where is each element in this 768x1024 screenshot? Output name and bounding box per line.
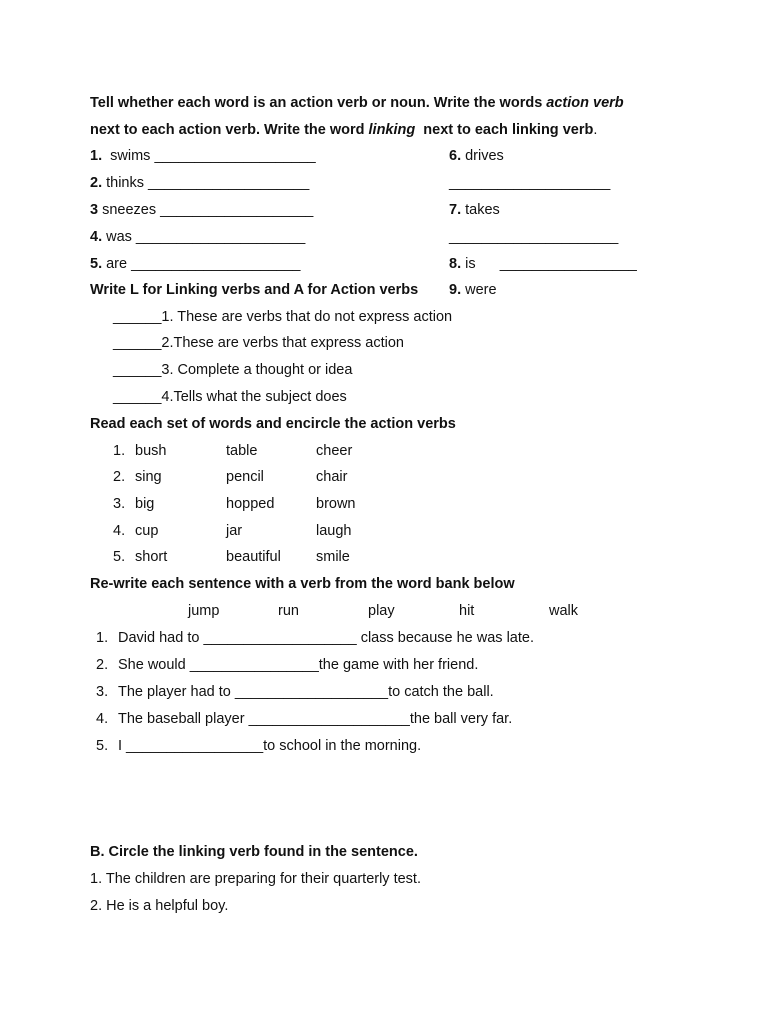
sentence-text: She would ________________the game with her friend. <box>118 657 479 673</box>
right-item-7 <box>449 201 500 219</box>
instruction-line-1 <box>90 94 624 112</box>
sentence-number: 2. <box>96 657 109 673</box>
sentence-text: David had to ___________________ class because he was late. <box>118 630 534 646</box>
instruction-emphasis: action verb <box>546 95 624 111</box>
item-number: 1. <box>90 148 103 164</box>
word: cheer <box>316 443 353 459</box>
item-number: 8. <box>449 256 462 272</box>
word-bank-item: walk <box>549 603 579 619</box>
section2-heading: Write L for Linking verbs and A for Action verbs <box>90 282 419 298</box>
section2-item: ______3. Complete a thought or idea <box>113 362 353 378</box>
sentence-item <box>96 710 512 728</box>
sectionB-item: 2. He is a helpful boy. <box>90 898 229 914</box>
sentence-item <box>96 683 494 701</box>
sectionB-item: 1. The children are preparing for their quarterly test. <box>90 871 421 887</box>
item-text: ____________________ <box>449 175 611 191</box>
item-number: 4. <box>90 229 103 245</box>
sentence-text: I _________________to school in the morning. <box>118 738 422 754</box>
right-item-7-blank <box>449 228 618 246</box>
item-number: 2. <box>90 175 103 191</box>
item-number: 6. <box>449 148 462 164</box>
item-number: 3 <box>90 202 99 218</box>
sentence-item <box>96 656 478 674</box>
word: big <box>135 496 155 512</box>
instruction-text: next to each action verb. Write the word <box>90 122 369 138</box>
word: chair <box>316 469 348 485</box>
item-text: sneezes ___________________ <box>98 202 314 218</box>
word-bank-item: jump <box>188 603 220 619</box>
item-text: were <box>461 282 497 298</box>
sentence-number: 3. <box>96 684 109 700</box>
word-bank-item: hit <box>459 603 475 619</box>
word: laugh <box>316 523 352 539</box>
right-item-9 <box>449 281 497 299</box>
word: short <box>135 549 168 565</box>
sentence-text: The player had to ___________________to catch the ball. <box>118 684 494 700</box>
right-item-6-blank <box>449 174 610 192</box>
row-number: 3. <box>113 496 126 512</box>
instruction-emphasis: linking <box>368 122 416 138</box>
word: cup <box>135 523 159 539</box>
left-item-3 <box>90 201 313 219</box>
item-text: _____________________ <box>449 229 619 245</box>
item-text: are _____________________ <box>102 256 301 272</box>
word: bush <box>135 443 167 459</box>
section4-heading: Re-write each sentence with a verb from the word bank below <box>90 576 515 592</box>
section3-heading: Read each set of words and encircle the action verbs <box>90 416 456 432</box>
left-item-4 <box>90 228 305 246</box>
row-number: 2. <box>113 469 126 485</box>
word: hopped <box>226 496 275 512</box>
word: table <box>226 443 258 459</box>
instruction-text: next to each linking verb <box>415 122 594 138</box>
word: beautiful <box>226 549 281 565</box>
sectionB-heading: B. Circle the linking verb found in the sentence. <box>90 844 418 860</box>
item-text: swims ____________________ <box>102 148 316 164</box>
sentence-number: 4. <box>96 711 109 727</box>
item-number: 7. <box>449 202 462 218</box>
item-number: 9. <box>449 282 462 298</box>
instruction-text: Tell whether each word is an action verb or noun. Write the words <box>90 95 547 111</box>
sentence-number: 1. <box>96 630 109 646</box>
item-number: 5. <box>90 256 103 272</box>
sentence-text: The baseball player ____________________the ball very far. <box>118 711 513 727</box>
row-number: 4. <box>113 523 126 539</box>
sentence-item <box>96 629 534 647</box>
word-bank-item: run <box>278 603 299 619</box>
word: brown <box>316 496 356 512</box>
section2-item: ______1. These are verbs that do not express action <box>113 309 453 325</box>
sentence-item <box>96 737 421 755</box>
word: jar <box>226 523 243 539</box>
left-item-1 <box>90 147 316 165</box>
item-text: is _________________ <box>461 256 637 272</box>
item-text: thinks ____________________ <box>102 175 310 191</box>
section2-item: ______2.These are verbs that express action <box>113 335 404 351</box>
word: pencil <box>226 469 264 485</box>
word-bank-item: play <box>368 603 395 619</box>
sentence-number: 5. <box>96 738 109 754</box>
item-text: was _____________________ <box>102 229 306 245</box>
right-item-8 <box>449 255 637 273</box>
section2-item: ______4.Tells what the subject does <box>113 389 347 405</box>
left-item-5 <box>90 255 300 273</box>
row-number: 1. <box>113 443 126 459</box>
row-number: 5. <box>113 549 126 565</box>
left-item-2 <box>90 174 309 192</box>
right-item-6 <box>449 147 504 165</box>
word: smile <box>316 549 350 565</box>
word: sing <box>135 469 162 485</box>
instruction-punct: . <box>593 122 598 138</box>
instruction-line-2 <box>90 121 597 139</box>
item-text: takes <box>461 202 500 218</box>
item-text: drives <box>461 148 504 164</box>
